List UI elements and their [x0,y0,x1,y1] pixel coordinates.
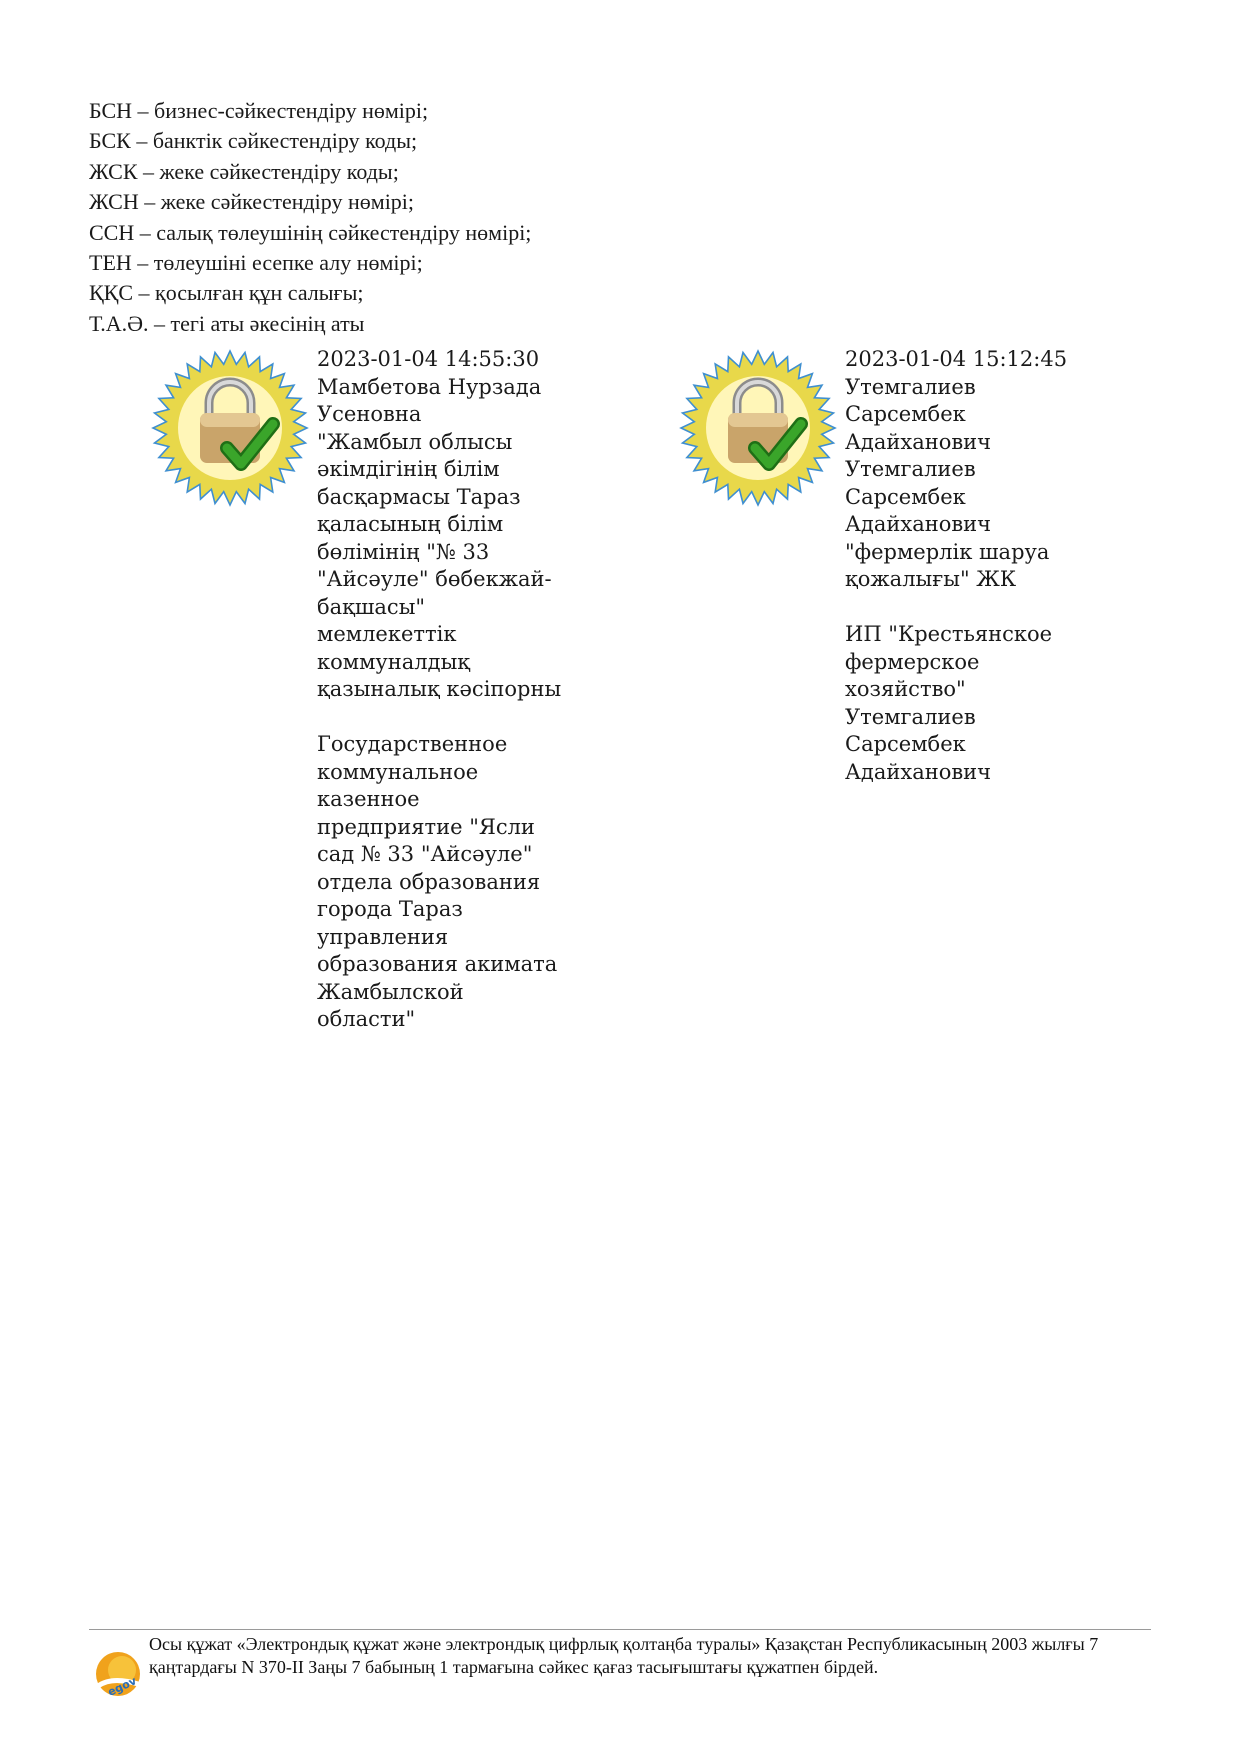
signature-details-1 [317,346,577,1034]
signer-organization-ru: Государственное коммунальное казенное предприятие "Ясли сад № 33 "Айсәуле" отдела образования города Тараз управления образования акимата Жамбылской области" [317,732,558,1031]
abbreviation-line: ЖСН – жеке сәйкестендіру нөмірі; [89,189,415,215]
signer-organization-kz: "Жамбыл облысы әкімдігінің білім басқармасы Тараз қаласының білім бөлімінің "№ 33 "Айсәуле" бөбекжай- бақшасы" мемлекеттік коммуналдық қазыналық кәсіпорны [317,429,562,701]
digital-signature-seal-icon [151,349,309,507]
svg-text:egov: egov [105,1674,139,1699]
abbreviation-line: Т.А.Ә. – тегі аты әкесінің аты [89,310,365,336]
abbreviation-line: ТЕН – төлеушіні есепке алу нөмірі; [89,250,423,276]
abbreviation-line: БСН – бизнес-сәйкестендіру нөмірі; [89,98,429,123]
digital-signature-seal-icon [679,349,837,507]
abbreviation-line: БСК – банктік сәйкестендіру коды; [89,128,418,154]
signer-name: Мамбетова Нурзада Усеновна [317,374,542,426]
signer-organization-kz: Утемгалиев Сарсембек Адайханович "фермерлік шаруа қожалығы" ЖК [845,457,1050,591]
signer-name: Утемгалиев Сарсембек Адайханович [845,374,992,454]
footer-divider [89,1629,1151,1630]
abbreviation-line: ҚҚС – қосылған құн салығы; [89,280,364,306]
abbreviation-line: ЖСК – жеке сәйкестендіру коды; [89,158,399,184]
signature-timestamp: 2023-01-04 14:55:30 [317,347,540,371]
footer-legal-notice: Осы құжат «Электрондық құжат және электрондық цифрлық қолтаңба туралы» Қазақстан Республикасының 2003 жылғы 7 қаңтардағы N 370-II Заңы 7 бабының 1 тармағына сәйкес қағаз тасығыштағы құжатпен бірдей. [149,1634,1099,1677]
egov-sun-logo-icon [92,1646,146,1700]
signature-timestamp: 2023-01-04 15:12:45 [845,347,1068,371]
signer-organization-ru: ИП "Крестьянское фермерское хозяйство" Утемгалиев Сарсембек Адайханович [845,622,1053,784]
abbreviations-list [89,96,531,339]
signature-details-2 [845,346,1105,786]
abbreviation-line: ССН – салық төлеушінің сәйкестендіру нөмірі; [89,219,532,245]
